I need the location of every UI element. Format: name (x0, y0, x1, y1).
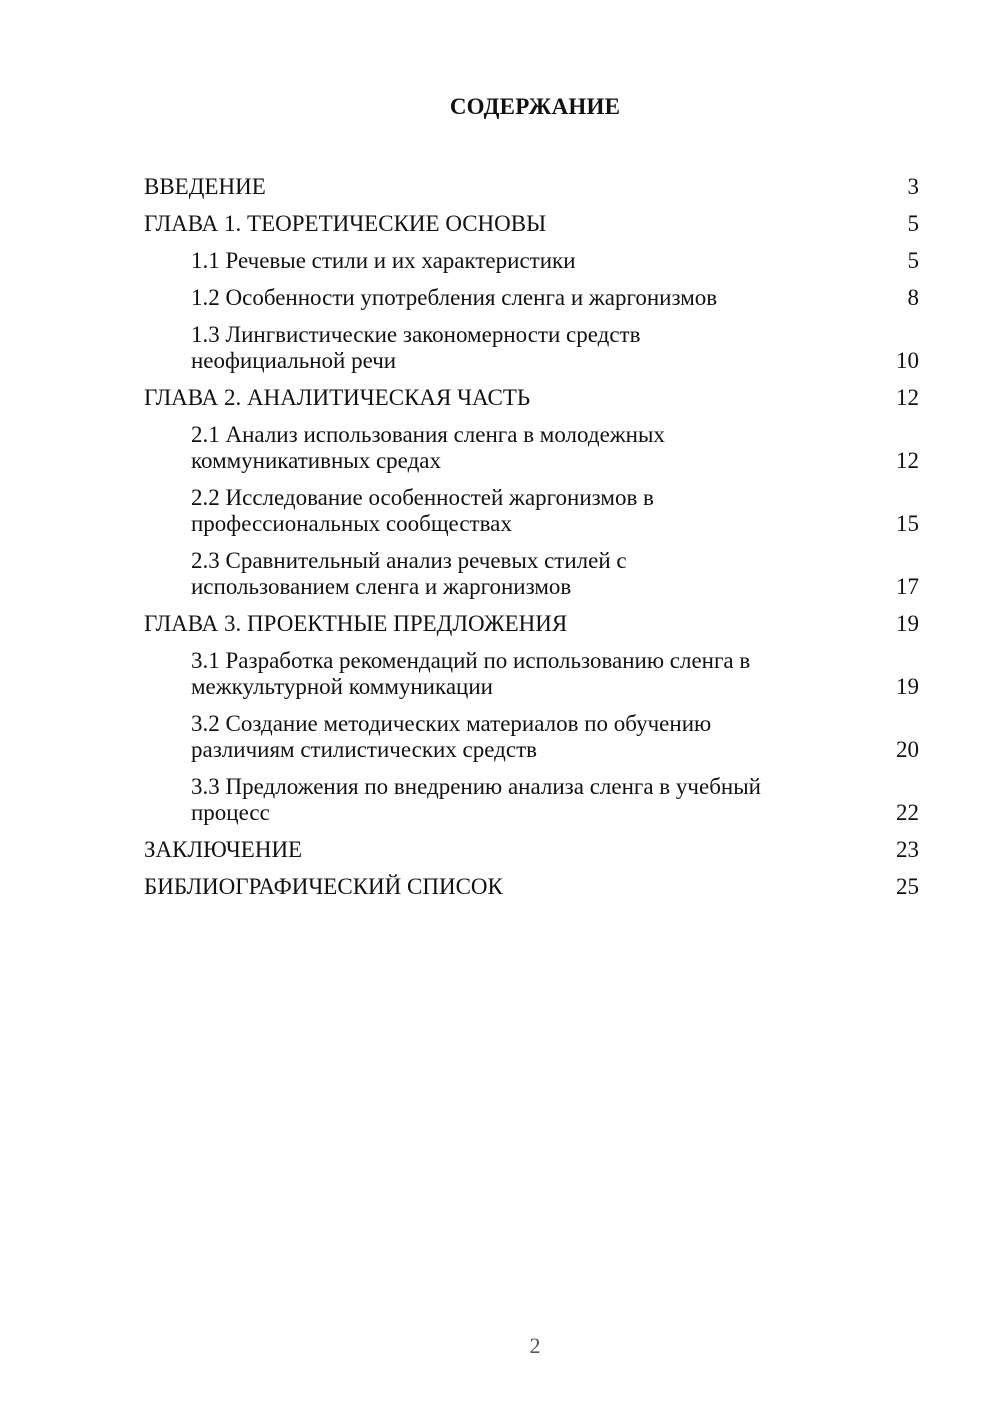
toc-entry-page: 25 (896, 874, 919, 899)
toc-entry-text: 1.3 Лингвистические закономерности средств неофициальной речи (191, 322, 641, 373)
toc-entry-section-1-3[interactable] (144, 316, 919, 379)
toc-entry-text: 3.3 Предложения по внедрению анализа сленга в учебный процесс (191, 774, 761, 825)
toc-entry-section-2-3[interactable] (144, 542, 919, 605)
toc-entry-page: 12 (896, 448, 919, 473)
toc-entry-text: 1.1 Речевые стили и их характеристики (191, 248, 576, 273)
page-number: 2 (529, 1333, 541, 1358)
toc-entry-page: 5 (907, 211, 919, 236)
toc-entry-page: 3 (907, 174, 919, 199)
table-of-contents (144, 168, 919, 905)
toc-entry-section-1-1[interactable] (144, 242, 919, 279)
toc-entry-page: 12 (896, 385, 919, 410)
toc-entry-section-1-2[interactable] (144, 279, 919, 316)
toc-entry-text: 3.2 Создание методических материалов по обучению различиям стилистических средств (191, 711, 712, 762)
toc-entry-section-3-2[interactable] (144, 705, 919, 768)
toc-entry-page: 23 (896, 837, 919, 862)
toc-entry-conclusion[interactable] (144, 831, 919, 868)
toc-entry-page: 10 (896, 348, 919, 373)
toc-entry-section-2-2[interactable] (144, 479, 919, 542)
page-title: СОДЕРЖАНИЕ (449, 94, 621, 119)
toc-entry-text: 1.2 Особенности употребления сленга и жаргонизмов (191, 285, 718, 310)
toc-entry-text: ГЛАВА 2. АНАЛИТИЧЕСКАЯ ЧАСТЬ (144, 385, 531, 410)
toc-entry-introduction[interactable] (144, 168, 919, 205)
toc-entry-section-2-1[interactable] (144, 416, 919, 479)
toc-entry-chapter-1[interactable] (144, 205, 919, 242)
toc-entry-text: ЗАКЛЮЧЕНИЕ (144, 837, 303, 862)
toc-entry-text: ВВЕДЕНИЕ (144, 174, 266, 199)
toc-entry-page: 8 (907, 285, 919, 310)
toc-entry-bibliography[interactable] (144, 868, 919, 905)
toc-entry-page: 15 (896, 511, 919, 536)
toc-entry-section-3-1[interactable] (144, 642, 919, 705)
toc-entry-page: 22 (896, 800, 919, 825)
toc-entry-page: 5 (907, 248, 919, 273)
toc-entry-text: 3.1 Разработка рекомендаций по использованию сленга в межкультурной коммуникации (191, 648, 751, 699)
toc-entry-page: 19 (896, 674, 919, 699)
toc-entry-chapter-3[interactable] (144, 605, 919, 642)
toc-entry-page: 17 (896, 574, 919, 599)
toc-entry-chapter-2[interactable] (144, 379, 919, 416)
toc-entry-page: 20 (896, 737, 919, 762)
toc-entry-text: ГЛАВА 3. ПРОЕКТНЫЕ ПРЕДЛОЖЕНИЯ (144, 611, 568, 636)
toc-entry-text: ГЛАВА 1. ТЕОРЕТИЧЕСКИЕ ОСНОВЫ (144, 211, 547, 236)
toc-entry-page: 19 (896, 611, 919, 636)
toc-entry-text: БИБЛИОГРАФИЧЕСКИЙ СПИСОК (144, 874, 503, 899)
toc-entry-text: 2.1 Анализ использования сленга в молодежных коммуникативных средах (191, 422, 665, 473)
toc-entry-text: 2.2 Исследование особенностей жаргонизмов в профессиональных сообществах (191, 485, 654, 536)
toc-entry-text: 2.3 Сравнительный анализ речевых стилей с использованием сленга и жаргонизмов (191, 548, 627, 599)
toc-entry-section-3-3[interactable] (144, 768, 919, 831)
